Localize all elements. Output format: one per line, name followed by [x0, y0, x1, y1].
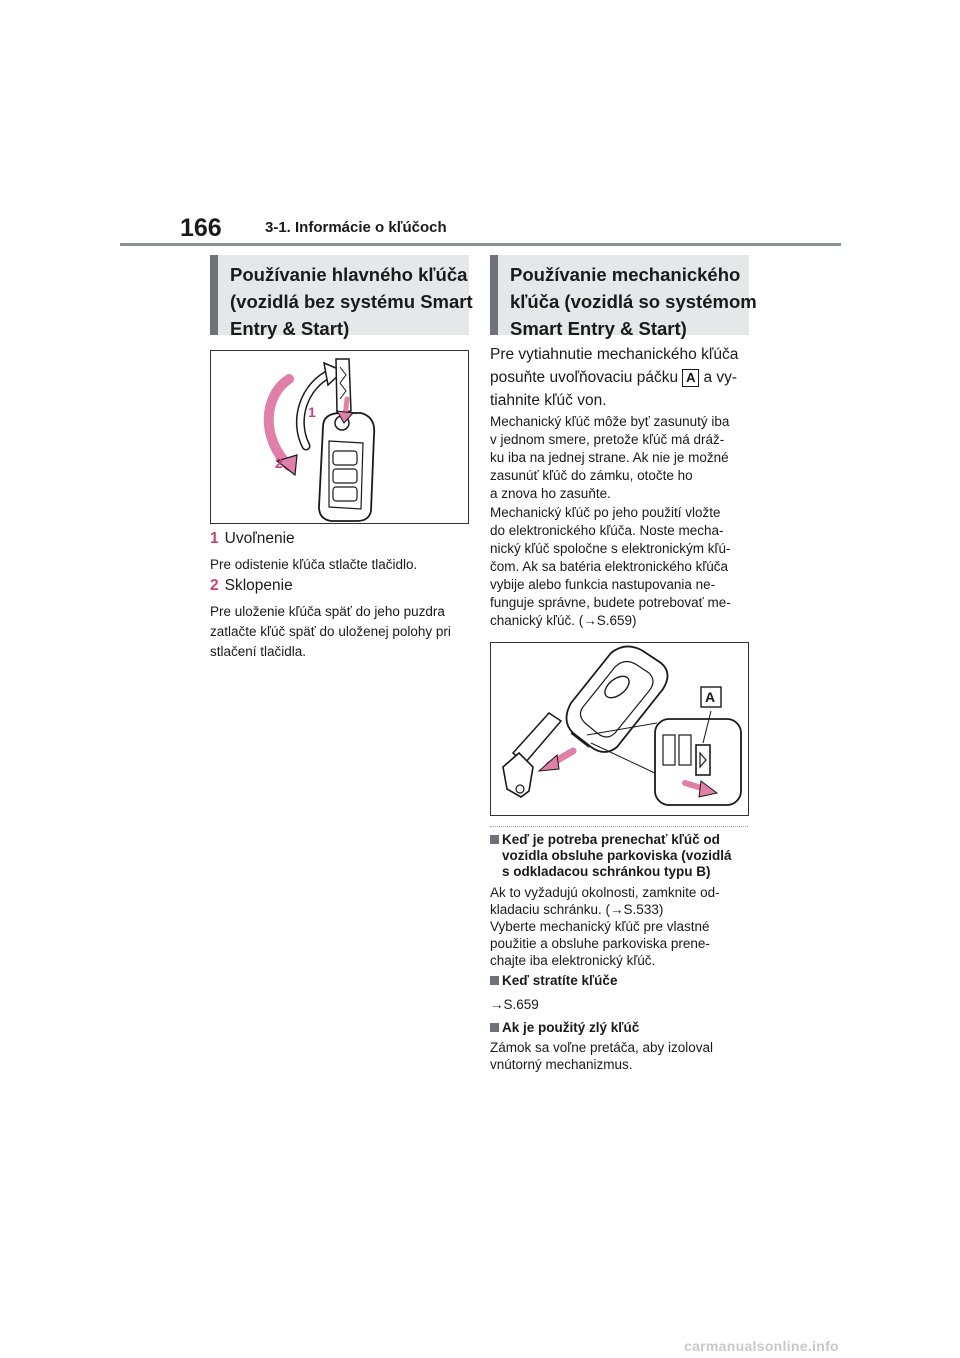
section-title: 3-1. Informácie o kľúčoch [265, 219, 447, 236]
text-line: Mechanický kľúč po jeho použití vložte [490, 505, 721, 520]
header-rule [120, 243, 841, 246]
text-fragment: Keď je potreba prenechať kľúč od [502, 832, 720, 847]
text-line: vozidla obsluhe parkoviska (vozidlá [502, 848, 732, 863]
note-3-heading [490, 1020, 639, 1036]
text-line: vnútorný mechanizmus. [490, 1057, 633, 1072]
text-line: v jednom smere, pretože kľúč má dráž- [490, 432, 725, 447]
square-bullet-icon [490, 976, 499, 985]
key-ring-hole [516, 785, 524, 793]
text-fragment: posuňte uvoľňovaciu páčku [490, 369, 679, 386]
right-heading-line: Smart Entry & Start) [510, 318, 687, 339]
label-a: A [682, 369, 699, 387]
key-button-2 [333, 469, 357, 483]
smart-key-illustration [491, 643, 748, 815]
note-2-text [490, 996, 539, 1014]
right-heading-line: Používanie mechanického [510, 264, 741, 285]
flip-key-figure [210, 350, 469, 524]
step-number: 2 [210, 577, 219, 594]
square-bullet-icon [490, 1023, 499, 1032]
paragraph-2 [490, 504, 731, 630]
left-heading-line: (vozidlá bez systému Smart [230, 291, 473, 312]
text-line [490, 832, 732, 848]
note-3-text [490, 1039, 713, 1073]
fold-arrow [269, 379, 289, 466]
left-heading [210, 255, 473, 339]
text-line: Pre odistenie kľúča stlačte tlačidlo. [210, 557, 418, 572]
pull-arrow-head [539, 755, 559, 771]
text-line: stlačení tlačidla. [210, 644, 307, 659]
inset-slot-2 [679, 735, 691, 765]
text-line: Ak to vyžadujú okolnosti, zamknite od- [490, 885, 720, 900]
note-1-text [490, 884, 720, 969]
text-line: chanický kľúč. (→S.659) [490, 613, 637, 628]
left-heading-line: Používanie hlavného kľúča [230, 264, 468, 285]
text-fragment: Ak je použitý zlý kľúč [502, 1020, 640, 1035]
text-line: chajte iba elektronický kľúč. [490, 953, 656, 968]
figure-label-1: 1 [308, 404, 316, 420]
text-fragment: Keď stratíte kľúče [502, 973, 618, 988]
step-2-text [210, 602, 451, 662]
text-line: Pre uloženie kľúča späť do jeho puzdra [210, 604, 445, 619]
step-1-text [210, 556, 417, 574]
text-line: Mechanický kľúč môže byť zasunutý iba [490, 414, 730, 429]
text-line: kladaciu schránku. (→S.533) [490, 902, 664, 917]
text-line: zasunúť kľúč do zámku, otočte ho [490, 468, 693, 483]
step-label: Uvoľnenie [224, 530, 295, 547]
text-line [490, 973, 617, 989]
text-line: Zámok sa voľne pretáča, aby izoloval [490, 1040, 714, 1055]
text-line: nický kľúč spoločne s elektronickým kľú- [490, 541, 731, 556]
text-line: tiahnite kľúč von. [490, 392, 607, 409]
lead-paragraph [490, 343, 738, 412]
text-line: ku iba na jednej strane. Ak nie je možné [490, 450, 729, 465]
text-line: →S.659 [490, 997, 539, 1012]
paragraph-1 [490, 413, 729, 503]
inset-slot-1 [663, 735, 675, 765]
release-lever [696, 745, 710, 775]
right-heading-line: kľúča (vozidlá so systémom [510, 291, 757, 312]
text-line [490, 1020, 639, 1036]
text-line: zatlačte kľúč späť do uloženej polohy pri [210, 624, 451, 639]
smart-key-figure [490, 642, 749, 816]
figure-label-a: A [705, 689, 716, 705]
key-button-1 [333, 451, 357, 465]
square-bullet-icon [490, 835, 499, 844]
text-line: do elektronického kľúča. Noste mecha- [490, 523, 724, 538]
text-line: čom. Ak sa batéria elektronického kľúča [490, 559, 729, 574]
leader-line [591, 743, 659, 775]
watermark: carmanualsonline.info [684, 1338, 839, 1354]
step-label: Sklopenie [224, 577, 293, 594]
notes-divider [490, 826, 748, 827]
text-line: a znova ho zasuňte. [490, 486, 611, 501]
text-line: funguje správne, budete potrebovať me- [490, 595, 731, 610]
step-2-title [210, 577, 293, 595]
text-line: vybije alebo funkcia nastupovania ne- [490, 577, 716, 592]
step-1-title [210, 530, 295, 548]
note-2-heading [490, 973, 617, 989]
left-heading-line: Entry & Start) [230, 318, 350, 339]
text-line: použitie a obsluhe parkoviska prene- [490, 936, 710, 951]
text-line: Vyberte mechanický kľúč pre vlastné [490, 919, 710, 934]
flip-key-illustration [211, 351, 468, 523]
right-heading [490, 255, 757, 339]
page-number: 166 [180, 214, 222, 242]
text-fragment: a vy- [703, 369, 738, 386]
text-line [490, 366, 738, 389]
text-line: s odkladacou schránkou typu B) [502, 864, 711, 879]
key-button-3 [333, 487, 357, 501]
step-number: 1 [210, 530, 219, 547]
figure-label-2: 2 [275, 455, 283, 471]
note-1-heading [490, 832, 732, 880]
text-line: Pre vytiahnutie mechanického kľúča [490, 346, 739, 363]
